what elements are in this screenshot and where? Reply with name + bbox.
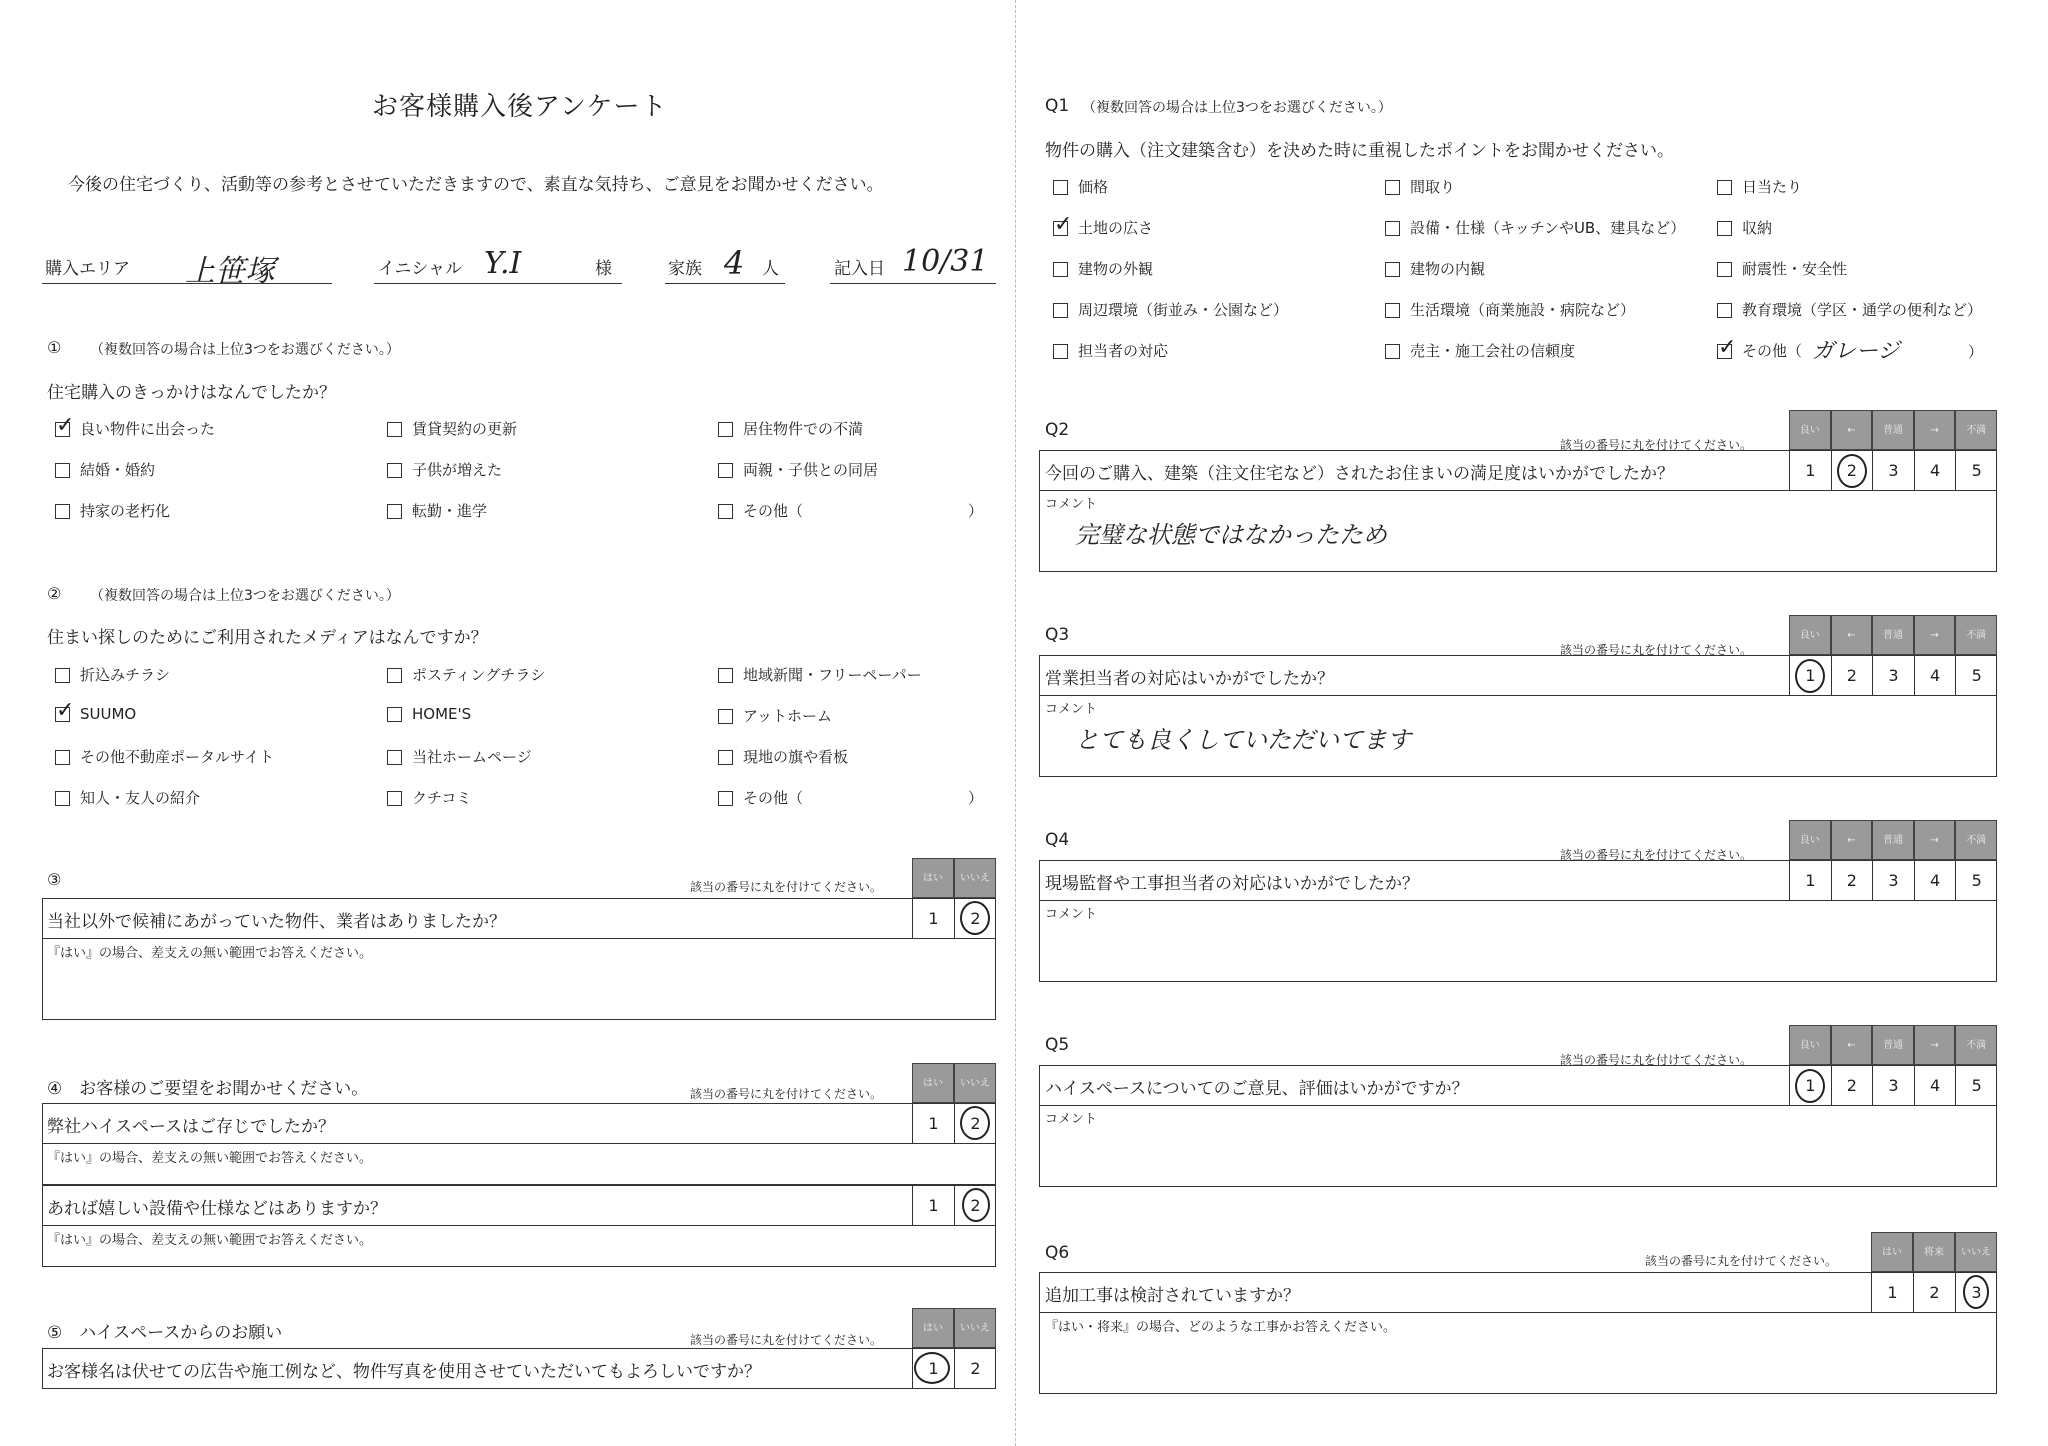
checkbox-icon[interactable] — [718, 463, 733, 478]
checkbox-icon[interactable] — [55, 504, 70, 519]
q4-scale-header: ← — [1831, 820, 1873, 860]
s4-circle-note: 該当の番号に丸を付けてください。 — [690, 1087, 883, 1101]
s2-note: （複数回答の場合は上位3つをお選びください。） — [90, 588, 400, 604]
s4-no-header: いいえ — [954, 1063, 996, 1103]
q1-option[interactable] — [1717, 176, 1802, 197]
q1-option-label: 間取り — [1410, 178, 1456, 196]
s4-q1-answer-circle — [960, 1106, 990, 1140]
q4-label: Q4 — [1045, 830, 1070, 850]
q1-other-value[interactable]: ガレージ — [1812, 339, 1900, 364]
s4-q1-option-1[interactable]: 1 — [912, 1103, 954, 1144]
s1-option-label: 子供が増えた — [412, 461, 503, 479]
family-label: 家族 — [668, 259, 702, 279]
q1-option-label: 設備・仕様（キッチンやUB、建具など） — [1410, 219, 1686, 237]
q5-option-2[interactable]: 2 — [1831, 1065, 1873, 1106]
s5-option-1[interactable]: 1 — [912, 1348, 954, 1389]
s4-yes-header: はい — [912, 1063, 954, 1103]
s1-option[interactable] — [55, 459, 155, 480]
s2-option-label: 地域新聞・フリーペーパー — [743, 666, 922, 684]
q1-option[interactable] — [1053, 258, 1153, 279]
checkbox-icon[interactable] — [55, 463, 70, 478]
q6-answer-circle — [1963, 1275, 1989, 1309]
q4-scale-header: 普通 — [1872, 820, 1914, 860]
checkbox-icon[interactable] — [718, 668, 733, 683]
q1-other-close: ） — [1968, 343, 1984, 361]
initial-value[interactable]: Y.I — [484, 246, 522, 281]
s2-number: ② — [47, 584, 62, 603]
s1-option[interactable] — [55, 418, 215, 439]
q1-option[interactable] — [1385, 217, 1685, 238]
checkbox-icon[interactable] — [387, 463, 402, 478]
q1-option[interactable] — [1717, 340, 1802, 361]
area-value[interactable]: 上笹塚 — [185, 254, 275, 289]
s5-no-header: いいえ — [954, 1308, 996, 1348]
q5-option-4[interactable]: 4 — [1914, 1065, 1956, 1106]
q4-scale-header: → — [1914, 820, 1956, 860]
q4-option-2[interactable]: 2 — [1831, 860, 1873, 901]
q5-label: Q5 — [1045, 1035, 1070, 1055]
q1-option-label: 耐震性・安全性 — [1742, 260, 1848, 278]
family-value[interactable]: 4 — [724, 244, 745, 282]
s1-option[interactable] — [387, 418, 517, 439]
q6-option-3[interactable]: 3 — [1955, 1272, 1997, 1313]
s2-option-label: クチコミ — [412, 789, 472, 807]
s1-option[interactable] — [387, 459, 502, 480]
q4-scale-header: 不満 — [1955, 820, 1997, 860]
q3-answer-circle — [1795, 659, 1825, 693]
s4-q2-detail-note: 『はい』の場合、差支えの無い範囲でお答えください。 — [47, 1233, 373, 1248]
q6-yes-header: はい — [1871, 1232, 1913, 1272]
checkbox-icon[interactable] — [1053, 262, 1068, 277]
s1-option-label: 結婚・婚約 — [80, 461, 156, 479]
checkbox-icon[interactable] — [1717, 344, 1732, 359]
checkbox-icon[interactable] — [1053, 221, 1068, 236]
s1-option[interactable] — [718, 459, 878, 480]
q6-label: Q6 — [1045, 1243, 1070, 1263]
s2-option-label: ポスティングチラシ — [412, 666, 546, 684]
s3-yes-header: はい — [912, 858, 954, 898]
initial-underline — [374, 283, 622, 284]
s5-yes-header: はい — [912, 1308, 954, 1348]
q1-option-label: 価格 — [1078, 178, 1109, 196]
q1-option-label: 土地の広さ — [1078, 219, 1154, 237]
s3-question: 当社以外で候補にあがっていた物件、業者はありましたか？ — [47, 912, 506, 932]
s4-q1-question: 弊社ハイスペースはご存じでしたか？ — [47, 1117, 335, 1137]
checkbox-icon[interactable] — [1717, 180, 1732, 195]
s2-option-label: その他（ — [743, 789, 804, 807]
q5-scale-header: 普通 — [1872, 1025, 1914, 1065]
q1-option[interactable] — [1053, 176, 1108, 197]
s5-circle-note: 該当の番号に丸を付けてください。 — [690, 1333, 883, 1347]
q5-scale-header: 良い — [1789, 1025, 1831, 1065]
s2-option-label: その他不動産ポータルサイト — [80, 748, 274, 766]
s2-option-label: 当社ホームページ — [412, 748, 532, 766]
q1-option-label: その他（ — [1742, 342, 1803, 360]
checkbox-icon[interactable] — [1385, 303, 1400, 318]
s1-option-label: 良い物件に出会った — [80, 420, 216, 438]
q2-option-1[interactable]: 1 — [1789, 450, 1831, 491]
intro-text: 今後の住宅づくり、活動等の参考とさせていただきますので、素直な気持ち、ご意見をお聞かせください。 — [68, 175, 884, 195]
s2-option[interactable] — [387, 664, 545, 685]
s4-q2-answer-circle — [962, 1188, 990, 1222]
s1-option[interactable] — [718, 500, 803, 521]
s2-option[interactable] — [387, 787, 471, 808]
q2-question: 今回のご購入、建築（注文住宅など）されたお住まいの満足度はいかがでしたか？ — [1045, 464, 1674, 484]
s1-question: 住宅購入のきっかけはなんでしたか？ — [47, 383, 336, 403]
s4-q1-option-2[interactable]: 2 — [954, 1103, 996, 1144]
checkbox-icon[interactable] — [55, 668, 70, 683]
q6-no-header: いいえ — [1955, 1232, 1997, 1272]
date-label: 記入日 — [834, 259, 885, 279]
q3-comment-label: コメント — [1045, 702, 1098, 717]
q1-option-label: 建物の外観 — [1078, 260, 1154, 278]
q3-scale-header: 普通 — [1872, 615, 1914, 655]
date-value[interactable]: 10/31 — [902, 244, 989, 279]
q2-comment[interactable]: 完璧な状態ではなかったため — [1075, 521, 1387, 549]
s1-option[interactable] — [387, 500, 487, 521]
s4-q2-option-2[interactable]: 2 — [954, 1185, 996, 1226]
s4-q2-question: あれば嬉しい設備や仕様などはありますか？ — [47, 1199, 387, 1219]
s2-option[interactable] — [55, 746, 274, 767]
checkbox-icon[interactable] — [1717, 262, 1732, 277]
q4-option-4[interactable]: 4 — [1914, 860, 1956, 901]
s1-option-label: 賃貸契約の更新 — [412, 420, 518, 438]
area-underline — [42, 283, 332, 284]
q3-scale-header: ← — [1831, 615, 1873, 655]
checkbox-icon[interactable] — [55, 707, 70, 722]
s1-option-label: 居住物件での不満 — [743, 420, 864, 438]
q2-scale-header: 普通 — [1872, 410, 1914, 450]
q2-scale-header: 不満 — [1955, 410, 1997, 450]
q4-question: 現場監督や工事担当者の対応はいかがでしたか？ — [1045, 874, 1419, 894]
q1-option-label: 周辺環境（街並み・公園など） — [1078, 301, 1289, 319]
q5-comment-label: コメント — [1045, 1112, 1098, 1127]
s2-option-label: 知人・友人の紹介 — [80, 789, 201, 807]
checkbox-icon[interactable] — [1385, 262, 1400, 277]
s3-option-2[interactable]: 2 — [954, 898, 996, 939]
q2-label: Q2 — [1045, 420, 1070, 440]
s2-option-label: SUUMO — [80, 705, 137, 723]
q2-option-4[interactable]: 4 — [1914, 450, 1956, 491]
page-title: お客様購入後アンケート — [372, 92, 668, 122]
q3-option-3[interactable]: 3 — [1872, 655, 1914, 696]
q6-circle-note: 該当の番号に丸を付けてください。 — [1645, 1254, 1838, 1268]
q2-scale-header: 良い — [1789, 410, 1831, 450]
q5-scale-header: ← — [1831, 1025, 1873, 1065]
sama-label: 様 — [595, 259, 612, 279]
q1-option-label: 日当たり — [1742, 178, 1803, 196]
s1-option-label: その他（ — [743, 502, 804, 520]
checkbox-icon[interactable] — [387, 707, 402, 722]
q3-circle-note: 該当の番号に丸を付けてください。 — [1560, 643, 1753, 657]
q1-option-label: 生活環境（商業施設・病院など） — [1410, 301, 1636, 319]
page-fold-line — [1015, 0, 1016, 1446]
s2-option-label: HOME'S — [412, 705, 472, 723]
q5-answer-circle — [1795, 1069, 1825, 1103]
s1-note: （複数回答の場合は上位3つをお選びください。） — [90, 342, 400, 358]
q5-circle-note: 該当の番号に丸を付けてください。 — [1560, 1053, 1753, 1067]
checkbox-icon[interactable] — [387, 791, 402, 806]
s1-option[interactable] — [718, 418, 863, 439]
s2-option[interactable] — [718, 664, 922, 685]
q3-label: Q3 — [1045, 625, 1070, 645]
s2-option-label: アットホーム — [743, 707, 832, 725]
s2-option[interactable] — [718, 705, 832, 726]
q4-comment-label: コメント — [1045, 907, 1098, 922]
q3-scale-header: 不満 — [1955, 615, 1997, 655]
q2-option-5[interactable]: 5 — [1955, 450, 1997, 491]
q1-option[interactable] — [1385, 299, 1635, 320]
q5-question: ハイスペースについてのご意見、評価はいかがですか？ — [1045, 1079, 1469, 1099]
q3-question: 営業担当者の対応はいかがでしたか？ — [1045, 669, 1334, 689]
s2-option[interactable] — [55, 705, 136, 723]
s2-option[interactable] — [55, 787, 200, 808]
s2-option[interactable] — [55, 664, 170, 685]
checkbox-icon[interactable] — [55, 750, 70, 765]
q4-option-5[interactable]: 5 — [1955, 860, 1997, 901]
q1-option[interactable] — [1717, 258, 1847, 279]
s4-title: ④ お客様のご要望をお聞かせください。 — [47, 1079, 369, 1099]
q2-scale-header: ← — [1831, 410, 1873, 450]
checkbox-icon[interactable] — [55, 791, 70, 806]
q4-option-3[interactable]: 3 — [1872, 860, 1914, 901]
q2-circle-note: 該当の番号に丸を付けてください。 — [1560, 438, 1753, 452]
s3-number: ③ — [47, 870, 62, 889]
q1-option[interactable] — [1717, 299, 1982, 320]
s1-option-label: 持家の老朽化 — [80, 502, 171, 520]
q3-option-5[interactable]: 5 — [1955, 655, 1997, 696]
s5-title: ⑤ ハイスペースからのお願い — [47, 1323, 283, 1343]
q1-option-label: 収納 — [1742, 219, 1773, 237]
q3-option-1[interactable]: 1 — [1789, 655, 1831, 696]
s3-no-header: いいえ — [954, 858, 996, 898]
q1-option-label: 売主・施工会社の信頼度 — [1410, 342, 1576, 360]
checkbox-icon[interactable] — [387, 504, 402, 519]
date-underline — [830, 283, 996, 284]
checkbox-icon[interactable] — [718, 709, 733, 724]
family-unit: 人 — [762, 259, 779, 279]
checkbox-icon[interactable] — [1053, 344, 1068, 359]
q2-option-2[interactable]: 2 — [1831, 450, 1873, 491]
q3-comment[interactable]: とても良くしていただいてます — [1075, 726, 1411, 754]
family-underline — [665, 283, 785, 284]
checkbox-icon[interactable] — [1717, 221, 1732, 236]
q1-option[interactable] — [1053, 217, 1153, 238]
checkbox-icon[interactable] — [1053, 180, 1068, 195]
checkbox-icon[interactable] — [718, 791, 733, 806]
q6-option-1[interactable]: 1 — [1871, 1272, 1913, 1313]
q1-option-label: 教育環境（学区・通学の便利など） — [1742, 301, 1983, 319]
s2-option[interactable] — [718, 746, 848, 767]
q2-answer-circle — [1837, 454, 1867, 488]
s4-q1-detail-note: 『はい』の場合、差支えの無い範囲でお答えください。 — [47, 1151, 373, 1166]
checkbox-icon[interactable] — [718, 422, 733, 437]
checkbox-icon[interactable] — [1385, 344, 1400, 359]
checkbox-icon[interactable] — [1717, 303, 1732, 318]
checkbox-icon[interactable] — [1385, 180, 1400, 195]
q2-scale-header: → — [1914, 410, 1956, 450]
q1-question: 物件の購入（注文建築含む）を決めた時に重視したポイントをお聞かせください。 — [1045, 141, 1674, 161]
q2-comment-label: コメント — [1045, 497, 1098, 512]
q1-option[interactable] — [1385, 258, 1485, 279]
s2-question: 住まい探しのためにご利用されたメディアはなんですか？ — [47, 628, 488, 648]
s3-detail-note: 『はい』の場合、差支えの無い範囲でお答えください。 — [47, 946, 373, 961]
q1-option-label: 担当者の対応 — [1078, 342, 1169, 360]
checkbox-icon[interactable] — [718, 504, 733, 519]
q4-scale-header: 良い — [1789, 820, 1831, 860]
q5-option-3[interactable]: 3 — [1872, 1065, 1914, 1106]
s1-option[interactable] — [55, 500, 170, 521]
s3-answer-circle — [960, 901, 990, 935]
area-label: 購入エリア — [45, 259, 130, 279]
checkbox-icon[interactable] — [387, 668, 402, 683]
s1-other-close: ） — [968, 502, 984, 520]
q3-option-4[interactable]: 4 — [1914, 655, 1956, 696]
q1-option[interactable] — [1053, 299, 1288, 320]
q5-option-5[interactable]: 5 — [1955, 1065, 1997, 1106]
q1-option-label: 建物の内観 — [1410, 260, 1486, 278]
q3-option-2[interactable]: 2 — [1831, 655, 1873, 696]
q1-option[interactable] — [1385, 176, 1455, 197]
s2-option[interactable] — [387, 705, 471, 723]
q1-option[interactable] — [1717, 217, 1772, 238]
q5-scale-header: → — [1914, 1025, 1956, 1065]
q5-scale-header: 不満 — [1955, 1025, 1997, 1065]
q3-scale-header: → — [1914, 615, 1956, 655]
initial-label: イニシャル — [378, 259, 462, 279]
s3-option-1[interactable]: 1 — [912, 898, 954, 939]
q3-scale-header: 良い — [1789, 615, 1831, 655]
s1-option-label: 両親・子供との同居 — [743, 461, 879, 479]
q2-option-3[interactable]: 3 — [1872, 450, 1914, 491]
checkbox-icon[interactable] — [387, 422, 402, 437]
s5-question: お客様名は伏せての広告や施工例など、物件写真を使用させていただいてもよろしいですか？ — [47, 1362, 761, 1382]
q4-circle-note: 該当の番号に丸を付けてください。 — [1560, 848, 1753, 862]
q1-option[interactable] — [1053, 340, 1168, 361]
s2-option[interactable] — [387, 746, 532, 767]
s1-number: ① — [47, 338, 62, 357]
checkbox-icon[interactable] — [1385, 221, 1400, 236]
s1-option-label: 転勤・進学 — [412, 502, 488, 520]
q6-option-2[interactable]: 2 — [1913, 1272, 1955, 1313]
q6-detail-note: 『はい・将来』の場合、どのような工事かお答えください。 — [1045, 1320, 1397, 1335]
checkbox-icon[interactable] — [55, 422, 70, 437]
q1-option[interactable] — [1385, 340, 1575, 361]
s4-q2-option-1[interactable]: 1 — [912, 1185, 954, 1226]
q5-option-1[interactable]: 1 — [1789, 1065, 1831, 1106]
s5-answer-circle — [914, 1352, 950, 1384]
s2-option-label: 現地の旗や看板 — [743, 748, 849, 766]
s5-option-2[interactable]: 2 — [954, 1348, 996, 1389]
q4-option-1[interactable]: 1 — [1789, 860, 1831, 901]
s3-circle-note: 該当の番号に丸を付けてください。 — [690, 880, 883, 894]
s2-other-close: ） — [968, 789, 984, 807]
checkbox-icon[interactable] — [718, 750, 733, 765]
s2-option-label: 折込みチラシ — [80, 666, 171, 684]
q1-label: Q1 — [1045, 96, 1070, 116]
s2-option[interactable] — [718, 787, 803, 808]
checkbox-icon[interactable] — [1053, 303, 1068, 318]
q6-question: 追加工事は検討されていますか？ — [1045, 1286, 1300, 1306]
q1-note: （複数回答の場合は上位3つをお選びください。） — [1082, 100, 1392, 116]
q6-future-header: 将来 — [1913, 1232, 1955, 1272]
checkbox-icon[interactable] — [387, 750, 402, 765]
